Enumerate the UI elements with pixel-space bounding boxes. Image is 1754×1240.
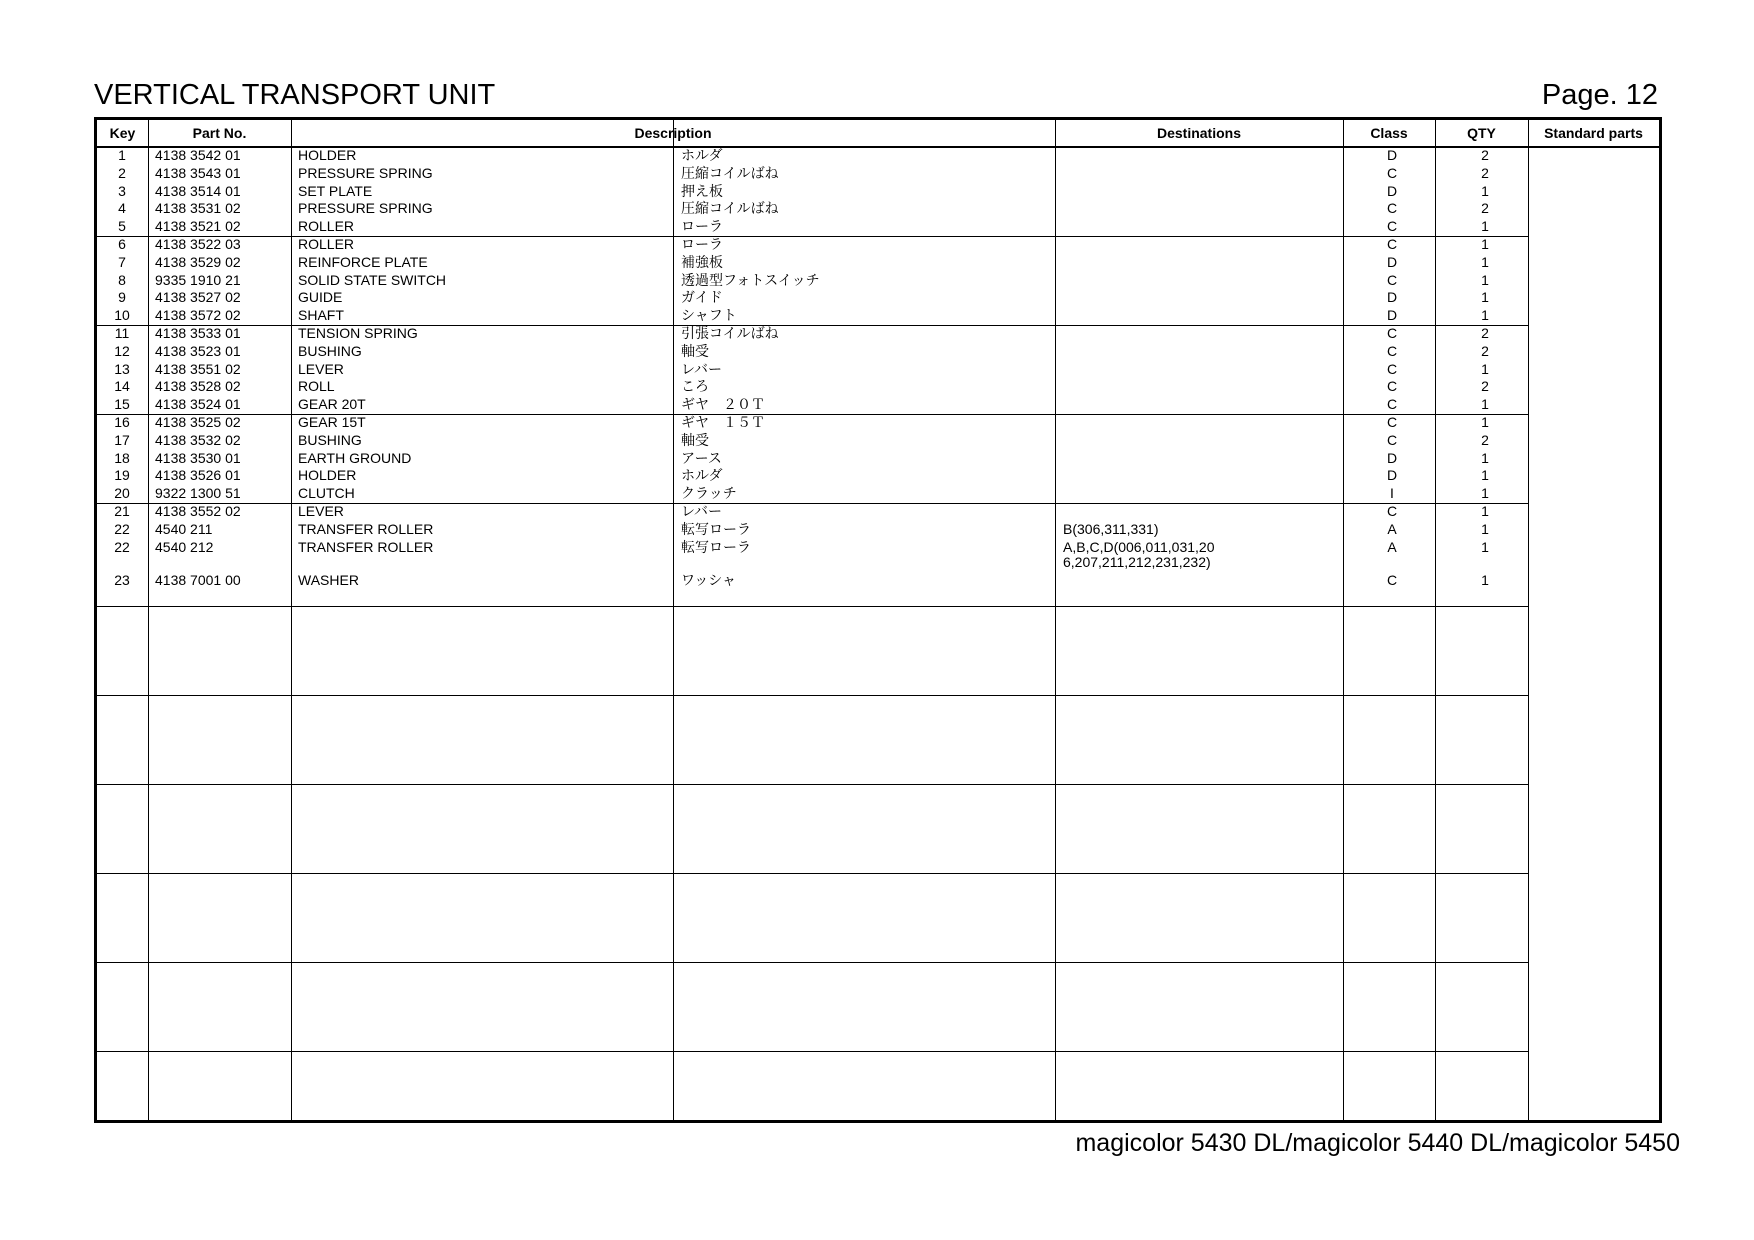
row-description-jp: 圧縮コイルばね — [681, 164, 779, 181]
row-key: 4 — [118, 200, 126, 217]
row-class: D — [1386, 307, 1398, 324]
row-description: TENSION SPRING — [298, 325, 418, 341]
group-divider — [97, 695, 1528, 696]
row-key: 3 — [118, 182, 126, 199]
row-key: 13 — [114, 360, 130, 377]
row-qty: 2 — [1481, 164, 1489, 181]
row-description: REINFORCE PLATE — [298, 253, 428, 270]
row-class: C — [1386, 236, 1398, 252]
row-description-jp: ガイド — [681, 289, 723, 306]
row-description: PRESSURE SPRING — [298, 200, 433, 217]
header-key: Key — [109, 125, 136, 141]
row-class: A — [1387, 520, 1397, 537]
header-qty: QTY — [1467, 125, 1496, 141]
row-key: 11 — [114, 325, 130, 341]
row-qty: 2 — [1481, 200, 1489, 217]
row-part-no: 4138 3529 02 — [155, 253, 241, 270]
row-class: C — [1386, 325, 1398, 341]
row-part-no: 9322 1300 51 — [155, 485, 241, 502]
row-description: ROLLER — [298, 218, 355, 235]
row-class: D — [1386, 147, 1398, 163]
header-part-no: Part No. — [192, 125, 247, 141]
row-key: 9 — [118, 289, 126, 306]
row-qty: 1 — [1481, 253, 1489, 270]
row-class: C — [1386, 342, 1398, 359]
row-key: 23 — [114, 572, 130, 589]
row-qty: 1 — [1481, 218, 1489, 235]
row-part-no: 4138 3522 03 — [155, 236, 241, 252]
row-qty: 1 — [1481, 236, 1489, 252]
row-part-no: 4540 211 — [155, 520, 213, 537]
row-description: WASHER — [298, 572, 359, 589]
row-key: 14 — [114, 378, 130, 395]
group-divider — [97, 1051, 1528, 1052]
row-qty: 1 — [1481, 360, 1489, 377]
row-qty: 1 — [1481, 289, 1489, 306]
row-qty: 1 — [1481, 396, 1489, 413]
page-number: Page. 12 — [1541, 79, 1658, 111]
row-class: C — [1386, 414, 1398, 430]
header-standard-parts: Standard parts — [1544, 125, 1643, 141]
row-part-no: 4138 3526 01 — [155, 467, 241, 484]
row-part-no: 4138 7001 00 — [155, 572, 241, 589]
row-destinations: B(306,311,331) — [1063, 520, 1159, 537]
row-part-no: 4540 212 — [155, 538, 214, 555]
row-class: C — [1386, 164, 1398, 181]
row-description: LEVER — [298, 360, 344, 377]
row-description: TRANSFER ROLLER — [298, 520, 434, 537]
row-key: 12 — [114, 342, 130, 359]
row-key: 15 — [114, 396, 130, 413]
row-qty: 1 — [1481, 307, 1489, 324]
row-class: C — [1386, 360, 1398, 377]
row-description: TRANSFER ROLLER — [298, 538, 434, 555]
row-description-jp: 補強板 — [681, 253, 723, 270]
row-part-no: 4138 3572 02 — [155, 307, 241, 324]
row-part-no: 4138 3532 02 — [155, 431, 241, 448]
row-key: 22 — [114, 538, 130, 555]
row-description-jp: アース — [681, 449, 722, 466]
row-description: GEAR 20T — [298, 396, 366, 413]
row-class: D — [1386, 467, 1398, 484]
row-description-jp: シャフト — [681, 307, 737, 324]
row-part-no: 4138 3533 01 — [155, 325, 241, 341]
row-class: C — [1386, 218, 1398, 235]
row-class: D — [1386, 289, 1398, 306]
row-part-no: 4138 3523 01 — [155, 342, 241, 359]
row-description: HOLDER — [298, 147, 357, 163]
row-key: 6 — [118, 236, 126, 252]
col-divider — [673, 120, 674, 1120]
row-qty: 1 — [1481, 520, 1489, 537]
row-qty: 1 — [1481, 182, 1489, 199]
row-key: 18 — [114, 449, 130, 466]
row-qty: 1 — [1481, 467, 1489, 484]
row-key: 5 — [118, 218, 126, 235]
row-class: C — [1386, 378, 1398, 395]
row-class: D — [1386, 449, 1398, 466]
row-description: BUSHING — [298, 431, 362, 448]
row-key: 16 — [114, 414, 130, 430]
row-key: 8 — [118, 271, 126, 288]
row-key: 19 — [114, 467, 130, 484]
col-divider — [148, 120, 149, 1120]
row-description: GEAR 15T — [298, 414, 366, 430]
footer-model: magicolor 5430 DL/magicolor 5440 DL/magicolor 5450 — [1075, 1129, 1680, 1157]
row-class: C — [1386, 503, 1398, 519]
row-class: D — [1386, 182, 1398, 199]
row-qty: 1 — [1481, 485, 1489, 502]
row-class: C — [1386, 271, 1398, 288]
row-part-no: 4138 3514 01 — [155, 182, 241, 199]
group-divider — [97, 962, 1528, 963]
row-description: CLUTCH — [298, 485, 355, 502]
row-key: 17 — [114, 431, 130, 448]
col-divider — [1343, 120, 1344, 1120]
row-part-no: 4138 3525 02 — [155, 414, 241, 430]
row-description-jp: ホルダ — [681, 467, 723, 484]
row-key: 21 — [114, 503, 130, 519]
row-part-no: 4138 3543 01 — [155, 164, 241, 181]
row-description: HOLDER — [298, 467, 357, 484]
row-key: 20 — [114, 485, 130, 502]
row-class: D — [1386, 253, 1398, 270]
row-description-jp: ローラ — [681, 218, 723, 235]
row-description: EARTH GROUND — [298, 449, 412, 466]
row-qty: 1 — [1481, 572, 1489, 589]
group-divider — [97, 606, 1528, 607]
row-key: 2 — [118, 164, 126, 181]
col-divider — [1055, 120, 1056, 1120]
header-destinations: Destinations — [1156, 125, 1241, 141]
row-description: ROLLER — [298, 236, 355, 252]
row-qty: 2 — [1481, 431, 1489, 448]
row-description-jp: ワッシャ — [681, 572, 737, 589]
row-description-jp: 押え板 — [681, 182, 723, 199]
row-description: ROLL — [298, 378, 335, 395]
row-description-jp: レバー — [681, 360, 723, 377]
row-part-no: 9335 1910 21 — [155, 271, 241, 288]
row-destinations: A,B,C,D(006,011,031,20 — [1063, 538, 1215, 555]
row-part-no: 4138 3530 01 — [155, 449, 241, 466]
group-divider — [97, 873, 1528, 874]
row-class: C — [1386, 200, 1398, 217]
row-description-jp: ローラ — [681, 236, 723, 252]
row-class: C — [1386, 431, 1398, 448]
row-part-no: 4138 3551 02 — [155, 360, 241, 377]
row-description-jp: ギヤ １５Ｔ — [681, 414, 765, 430]
row-description-jp: ころ — [681, 378, 709, 395]
row-description-jp: 軸受 — [681, 431, 709, 448]
row-part-no: 4138 3552 02 — [155, 503, 241, 519]
row-class: C — [1386, 396, 1398, 413]
row-description: BUSHING — [298, 342, 362, 359]
row-description-jp: ギヤ ２０Ｔ — [681, 396, 765, 413]
row-part-no: 4138 3527 02 — [155, 289, 241, 306]
row-description: SOLID STATE SWITCH — [298, 271, 447, 288]
row-part-no: 4138 3521 02 — [155, 218, 241, 235]
row-description: SHAFT — [298, 307, 344, 324]
row-description-jp: 転写ローラ — [681, 520, 751, 537]
row-description-jp: クラッチ — [681, 485, 737, 502]
row-part-no: 4138 3531 02 — [155, 200, 241, 217]
row-description-jp: ホルダ — [681, 147, 723, 163]
col-divider — [291, 120, 292, 1120]
row-destinations-cont: 6,207,211,212,231,232) — [1063, 553, 1211, 570]
row-description-jp: 軸受 — [681, 342, 709, 359]
row-qty: 1 — [1481, 538, 1489, 555]
row-description-jp: 引張コイルばね — [681, 325, 779, 341]
row-description-jp: 圧縮コイルばね — [681, 200, 779, 217]
row-part-no: 4138 3542 01 — [155, 147, 241, 163]
row-class: A — [1387, 538, 1397, 555]
row-qty: 1 — [1481, 271, 1489, 288]
row-description-jp: 透過型フォトスイッチ — [681, 271, 820, 288]
row-qty: 2 — [1481, 325, 1489, 341]
row-key: 10 — [114, 307, 130, 324]
row-qty: 2 — [1481, 342, 1489, 359]
row-qty: 1 — [1481, 449, 1489, 466]
page-title: VERTICAL TRANSPORT UNIT — [94, 79, 496, 111]
row-key: 1 — [118, 147, 126, 163]
row-class: I — [1390, 485, 1394, 502]
row-key: 22 — [114, 520, 130, 537]
row-key: 7 — [118, 253, 126, 270]
row-class: C — [1386, 572, 1398, 589]
row-qty: 2 — [1481, 378, 1489, 395]
parts-table — [94, 117, 1662, 1123]
row-description: PRESSURE SPRING — [298, 164, 433, 181]
row-qty: 1 — [1481, 414, 1489, 430]
group-divider — [97, 784, 1528, 785]
row-qty: 1 — [1481, 503, 1489, 519]
header-class: Class — [1370, 125, 1408, 141]
header-description: Description — [634, 125, 712, 141]
row-part-no: 4138 3528 02 — [155, 378, 241, 395]
row-part-no: 4138 3524 01 — [155, 396, 241, 413]
row-description-jp: 転写ローラ — [681, 538, 751, 555]
row-description-jp: レバー — [681, 503, 723, 519]
row-qty: 2 — [1481, 147, 1489, 163]
row-description: GUIDE — [298, 289, 343, 306]
row-description: LEVER — [298, 503, 344, 519]
row-description: SET PLATE — [298, 182, 373, 199]
